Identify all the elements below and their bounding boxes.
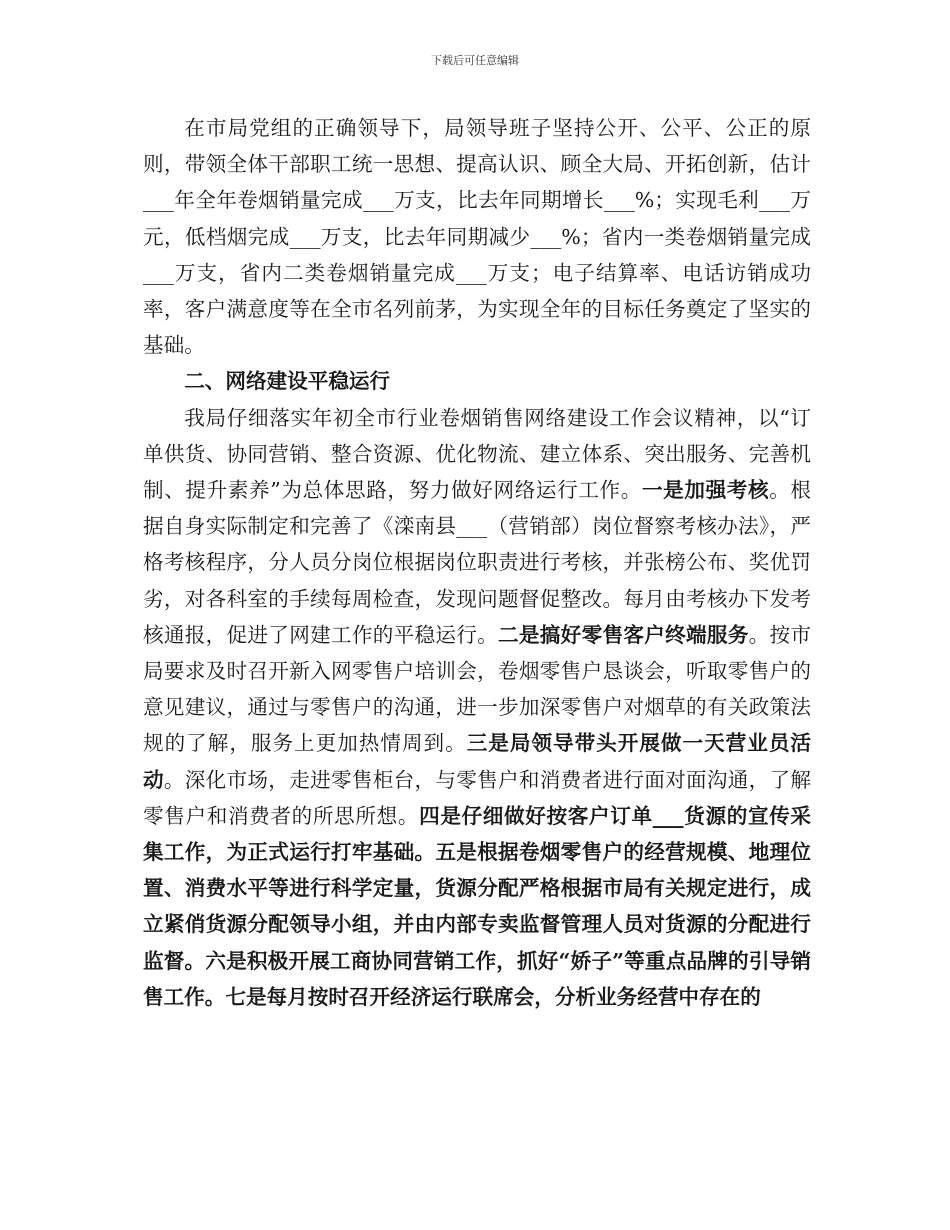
paragraph-text: 。深化市场，走进零售柜台，与零售户和消费者进行面对面沟通，了解零售户和消费者的所思所想。: [143, 767, 812, 828]
bold-points-four-to-seven: 四是仔细做好按客户订单___货源的宣传采集工作，为正式运行打牢基础。五是根据卷烟零售户的经营规模、地理位置、消费水平等进行科学定量，货源分配严格根据市局有关规定进行，成立紧俏货源分配领导小组，并由内部专卖监督管理人员对货源的分配进行监督。六是积极开展工商协同营销工作，抓好“娇子”等重点品牌的引导销售工作。七是每月按时召开经济运行联席会，分析业务经营中存在的: [143, 803, 812, 1009]
document-body: [143, 110, 811, 1015]
page-header: 下载后可任意编辑: [431, 54, 519, 67]
paragraph-intro: 在市局党组的正确领导下，局领导班子坚持公开、公平、公正的原则，带领全体干部职工统一思想、提高认识、顾全大局、开拓创新，估计___年全年卷烟销量完成___万支，比去年同期增长___%；实现毛利___万元，低档烟完成___万支，比去年同期减少___%；省内一类卷烟销量完成___万支，省内二类卷烟销量完成___万支；电子结算率、电话访销成功率，客户满意度等在全市名列前茅，为实现全年的目标任务奠定了坚实的基础。: [143, 116, 811, 358]
paragraph-network: [143, 400, 811, 1015]
bold-point-three: 三是局领导带头开展做一天营业员活动: [143, 731, 811, 792]
paragraph-text: 。按市局要求及时召开新入网零售户培训会，卷烟零售户恳谈会，听取零售户的意见建议，通过与零售户的沟通，进一步加深零售户对烟草的有关政策法规的了解，服务上更加热情周到。: [143, 622, 812, 756]
paragraph-text: 我局仔细落实年初全市行业卷烟销售网络建设工作会议精神，以“订单供货、协同营销、整合资源、优化物流、建立体系、突出服务、完善机制、提升素养”为总体思路，努力做好网络运行工作。: [143, 405, 811, 503]
bold-point-two: 二是搞好零售客户终端服务: [498, 622, 749, 647]
section-heading-network: 二、网络建设平稳运行: [184, 369, 391, 394]
bold-point-one: 一是加强考核: [641, 478, 770, 503]
paragraph-text: 。根据自身实际制定和完善了《滦南县___（营销部）岗位督察考核办法》，严格考核程序，分人员分岗位根据岗位职责进行考核，并张榜公布、奖优罚劣，对各科室的手续每周检查，发现问题督促整改。每月由考核办下发考核通报，促进了网建工作的平稳运行。: [143, 478, 812, 647]
